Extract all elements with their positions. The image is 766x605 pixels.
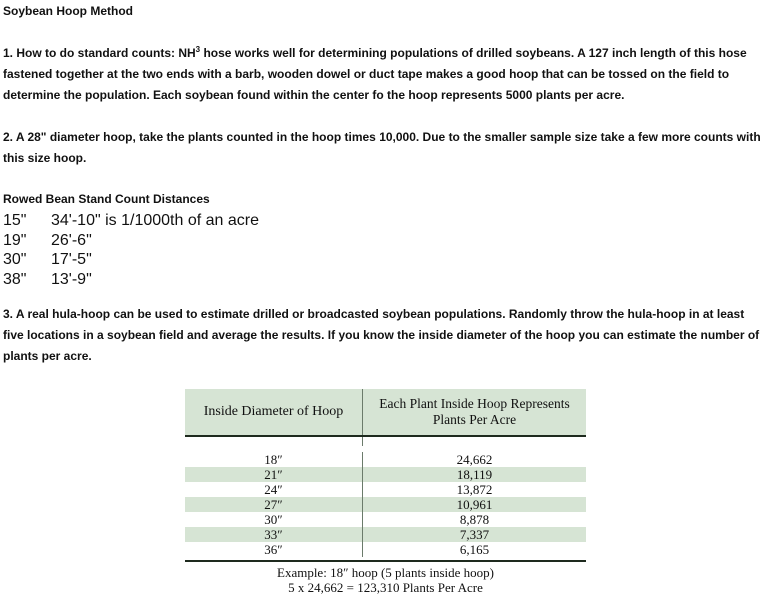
plants-cell: 7,337 [459, 527, 490, 542]
example-line-2: 5 x 24,662 = 123,310 Plants Per Acre [288, 580, 483, 595]
plants-cell: 10,961 [456, 497, 493, 512]
table-row [185, 437, 586, 452]
distance-row [3, 250, 259, 270]
diameter-cell: 30″ [185, 512, 363, 527]
plants-cell: 13,872 [456, 482, 493, 497]
row-distance: 34'-10" is 1/1000th of an acre [51, 212, 259, 229]
distance-row [3, 211, 259, 231]
page-title: Soybean Hoop Method [3, 4, 133, 18]
table-row [185, 512, 586, 527]
distances-heading: Rowed Bean Stand Count Distances [3, 192, 210, 206]
row-width: 19" [3, 231, 27, 249]
table-row [185, 467, 586, 482]
paragraph-text-before: 1. How to do standard counts: NH [3, 46, 196, 60]
example-note [185, 562, 586, 595]
diameter-cell: 18″ [185, 452, 363, 467]
distance-row [3, 231, 259, 251]
row-distance: 26'-6" [51, 231, 92, 249]
plants-cell: 8,878 [459, 512, 490, 527]
table-row [185, 452, 586, 467]
plants-cell: 24,662 [456, 452, 493, 467]
plants-cell: 6,165 [459, 542, 490, 557]
paragraph-28-inch-hoop: 2. A 28" diameter hoop, take the plants counted in the hoop times 10,000. Due to the smaller sample size take a few more counts with this size hoop. [3, 130, 761, 165]
row-width: 38" [3, 270, 27, 288]
diameter-cell: 24″ [185, 482, 363, 497]
paragraph-text-after: hose works well for determining populations of drilled soybeans. A 127 inch length of this hose fastened together at the two ends with a barb, wooden dowel or duct tape makes a good hoop that can be tossed on the field to determine the population. Each soybean found within the center fo the hoop represents 5000 plants per acre. [3, 46, 747, 102]
distances-table [3, 211, 259, 289]
paragraph-standard-counts [3, 43, 763, 106]
paragraph-hula-hoop: 3. A real hula-hoop can be used to estimate drilled or broadcasted soybean populations. Randomly throw the hula-hoop in at least five locations in a soybean field and average the results. If you know the inside diameter of the hoop you can estimate the number of plants per acre. [3, 307, 760, 363]
example-line-1: Example: 18″ hoop (5 plants inside hoop) [277, 565, 494, 580]
header-inside-diameter: Inside Diameter of Hoop [185, 389, 363, 435]
row-width: 15" [3, 212, 27, 229]
diameter-cell: 27″ [185, 497, 363, 512]
table-row [185, 497, 586, 512]
diameter-cell: 21″ [185, 467, 363, 482]
superscript: 3 [195, 45, 201, 54]
row-distance: 13'-9" [51, 270, 92, 288]
row-distance: 17'-5" [51, 251, 92, 268]
hoop-table-header [185, 389, 586, 437]
table-row [185, 482, 586, 497]
distance-row [3, 270, 259, 290]
header-plants-per-acre: Each Plant Inside Hoop Represents Plants Per Acre [379, 396, 570, 427]
diameter-cell: 33″ [185, 527, 363, 542]
plants-cell: 18,119 [456, 467, 493, 482]
table-row [185, 542, 586, 557]
hoop-table [185, 389, 586, 595]
row-width: 30" [3, 251, 27, 268]
table-row [185, 527, 586, 542]
diameter-cell: 36″ [185, 542, 363, 557]
